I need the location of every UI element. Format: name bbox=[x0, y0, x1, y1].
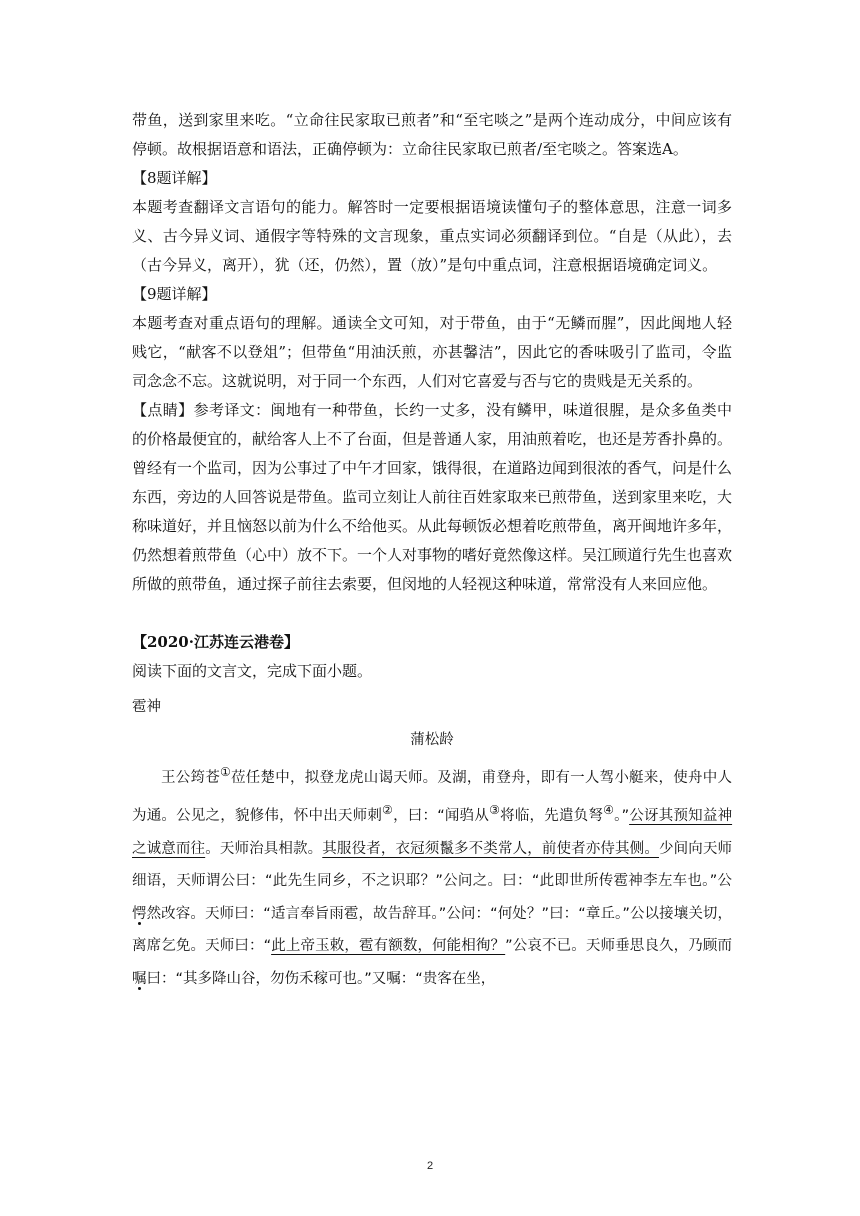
q9-detail-header: 【9题详解】 bbox=[132, 285, 217, 303]
spacer bbox=[132, 599, 732, 628]
underlined-sentence: 其服役者，衣冠须鬣多不类常人，前使者亦侍其侧。 bbox=[322, 840, 659, 857]
emphasis-dotted-char: 嘱 bbox=[132, 970, 147, 987]
text-segment: 莅任楚中，拟登龙虎山谒天师。及湖，甫登舟，即有一人驾小艇来，使舟中人为通。公见之，貌修伟，怀中出天师刺 bbox=[132, 769, 733, 825]
underlined-sentence: 此上帝玉敕，雹有额数，何能相徇？ bbox=[271, 938, 506, 955]
text-segment: 。” bbox=[614, 808, 630, 825]
section-header: 【2020·江苏连云港卷】 bbox=[132, 633, 299, 651]
dianjing-paragraph bbox=[132, 396, 732, 599]
text-author: 蒲松龄 bbox=[410, 731, 454, 748]
q8-detail-text: 本题考查翻译文言语句的能力。解答时一定要根据语境读懂句子的整体意思，注意一词多义、古今异义词、通假字等特殊的文言现象，重点实词必须翻译到位。“自是（从此），去（古今异义，离开），犹（还，仍然），置（放）”是句中重点词，注意根据语境确定词义。 bbox=[132, 198, 732, 274]
text-segment: ，曰：“闻驺从 bbox=[393, 808, 490, 825]
page-content bbox=[132, 106, 732, 995]
underlined-sentence: 公讶其预知益神之诚意而往 bbox=[132, 808, 733, 857]
footnote-marker: ② bbox=[382, 803, 394, 818]
dianjing-text: 参考译文：闽地有一种带鱼，长约一丈多，没有鳞甲，味道很腥，是众多鱼类中的价格最便宜的，献给客人上不了台面，但是普通人家，用油煎着吃，也还是芳香扑鼻的。曾经有一个监司，因为公事过了中午才回家，饿得很，在道路边闻到很浓的香气，问是什么东西，旁边的人回答说是带鱼。监司立刻让人前往百姓家取来已煎带鱼，送到家里来吃，大称味道好，并且恼怒以前为什么不给他买。从此每顿饭必想着吃煎带鱼，离开闽地许多年，仍然想着煎带鱼（心中）放不下。一个人对事物的嗜好竟然像这样。吴江顾道行先生也喜欢所做的煎带鱼，通过探子前往去索要，但闵地的人轻视这种味道，常常没有人来回应他。 bbox=[132, 401, 733, 593]
text-segment: 少间向天师细语，天师谓公曰：“此先生同乡，不之识耶？”公问之。曰：“此即世所传雹神李左车也。”公 bbox=[132, 840, 733, 890]
emphasis-dotted-char: 愕 bbox=[132, 905, 147, 922]
text-segment: 王公筠苍 bbox=[161, 769, 220, 786]
q8-detail-header: 【8题详解】 bbox=[132, 169, 217, 187]
answer-explanation-continued: 带鱼，送到家里来吃。“立命往民家取已煎者”和“至宅啖之”是两个连动成分，中间应该有停顿。故根据语意和语法，正确停顿为：立命往民家取已煎者/至宅啖之。答案选A。 bbox=[132, 111, 732, 158]
footnote-marker: ① bbox=[219, 765, 232, 779]
text-segment: 将临，先遣负弩 bbox=[500, 808, 604, 825]
page-number: 2 bbox=[426, 1160, 434, 1172]
text-segment: 曰：“其多降山谷，勿伤禾稼可也。”又嘱：“贵客在坐， bbox=[146, 970, 496, 987]
text-title: 雹神 bbox=[132, 699, 161, 715]
text-segment: 然改容。天师曰：“适言奉旨雨雹，故告辞耳。”公问：“何处？”曰：“章丘。”公以接壤关切，离席乞免。天师曰：“ bbox=[132, 905, 732, 955]
text-body-paragraph bbox=[132, 756, 732, 995]
section-instruction: 阅读下面的文言文，完成下面小题。 bbox=[132, 662, 373, 680]
text-segment: 。天师治具相款。 bbox=[205, 840, 323, 857]
footnote-marker: ③ bbox=[489, 803, 501, 818]
footnote-marker: ④ bbox=[603, 803, 615, 818]
dianjing-label: 【点睛】 bbox=[132, 401, 194, 419]
classical-text bbox=[132, 691, 732, 995]
q9-detail-text: 本题考查对重点语句的理解。通读全文可知，对于带鱼，由于“无鳞而腥”，因此闽地人轻贱它，“献客不以登俎”；但带鱼“用油沃煎，亦甚馨洁”，因此它的香味吸引了监司，令监司念念不忘。这就说明，对于同一个东西，人们对它喜爱与否与它的贵贱是无关系的。 bbox=[132, 314, 732, 390]
text-segment: ”公哀不已。天师垂思良久，乃顾而 bbox=[505, 938, 733, 955]
